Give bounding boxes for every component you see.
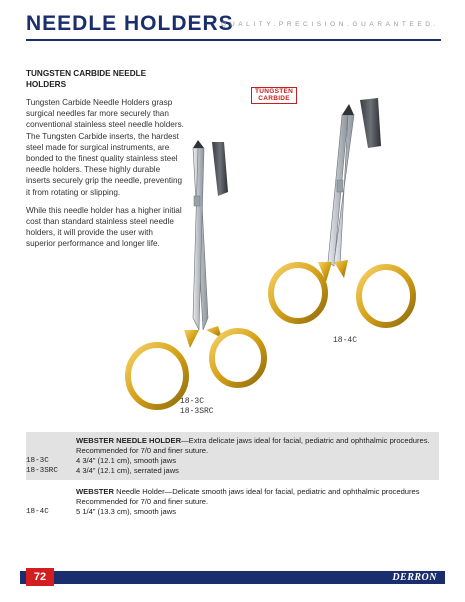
badge-line-1: TUNGSTEN (255, 88, 294, 95)
brand-logo: DERRON (392, 572, 437, 583)
needle-holder-18-4c-illustration (271, 98, 413, 325)
figure-code-18-3src: 18-3SRC (180, 406, 214, 416)
spec-2-title-bold: WEBSTER (76, 487, 114, 496)
intro-paragraph-2: While this needle holder has a higher initial cost than standard stainless steel needle holders, it will provide the user with superior performance and longer life. (26, 205, 182, 249)
needle-holder-18-3c-illustration (128, 140, 264, 407)
spec-block-2 (26, 480, 439, 521)
figure-code-18-3c: 18-3C (180, 397, 205, 406)
tagline: QUALITY.PRECISION.GUARANTEED. (221, 21, 439, 28)
spec-row (26, 466, 435, 476)
spec-row (26, 456, 435, 466)
spec-2-title (76, 487, 435, 507)
page-number: 72 (26, 568, 54, 586)
spec-row-code: 18-4C (26, 508, 49, 516)
page-title: NEEDLE HOLDERS (26, 12, 234, 35)
spec-1-title-bold: WEBSTER NEEDLE HOLDER (76, 436, 182, 445)
spec-row-text: 5 1/4” (13.3 cm), smooth jaws (76, 507, 177, 516)
spec-1-title-rest: —Extra delicate jaws ideal for facial, pediatric and ophthalmic procedures. Recommended for 7/0 and finer suture. (76, 436, 430, 455)
figure-label-left (180, 397, 214, 416)
spec-row-code: 18-3SRC (26, 467, 58, 475)
spec-block-1 (26, 432, 439, 480)
figure-label-right: 18-4C (333, 336, 358, 345)
spec-2-title-rest: Needle Holder—Delicate smooth jaws ideal for facial, pediatric and ophthalmic procedures Recommended for 7/0 and finer suture. (76, 487, 420, 506)
spec-row-text: 4 3/4” (12.1 cm), serrated jaws (76, 466, 179, 475)
spec-row (26, 507, 435, 517)
spec-table (26, 432, 439, 521)
spec-row-text: 4 3/4” (12.1 cm), smooth jaws (76, 456, 177, 465)
badge-line-2: CARBIDE (258, 94, 290, 102)
intro-heading: TUNGSTEN CARBIDE NEEDLE HOLDERS (26, 69, 147, 89)
spec-row-code: 18-3C (26, 457, 49, 465)
footer-bar (20, 571, 445, 584)
intro-paragraph-1: Tungsten Carbide Needle Holders grasp surgical needles far more securely than conventional stainless steel needle holders. The Tungsten Carbide inserts, the hardest steel made for surgical instruments, are bonded to the finest quality stainless steel needle holders. These highly durable inserts securely grip the needle, preventing it from rotating or slipping. (26, 98, 184, 197)
spec-1-title (76, 436, 435, 456)
